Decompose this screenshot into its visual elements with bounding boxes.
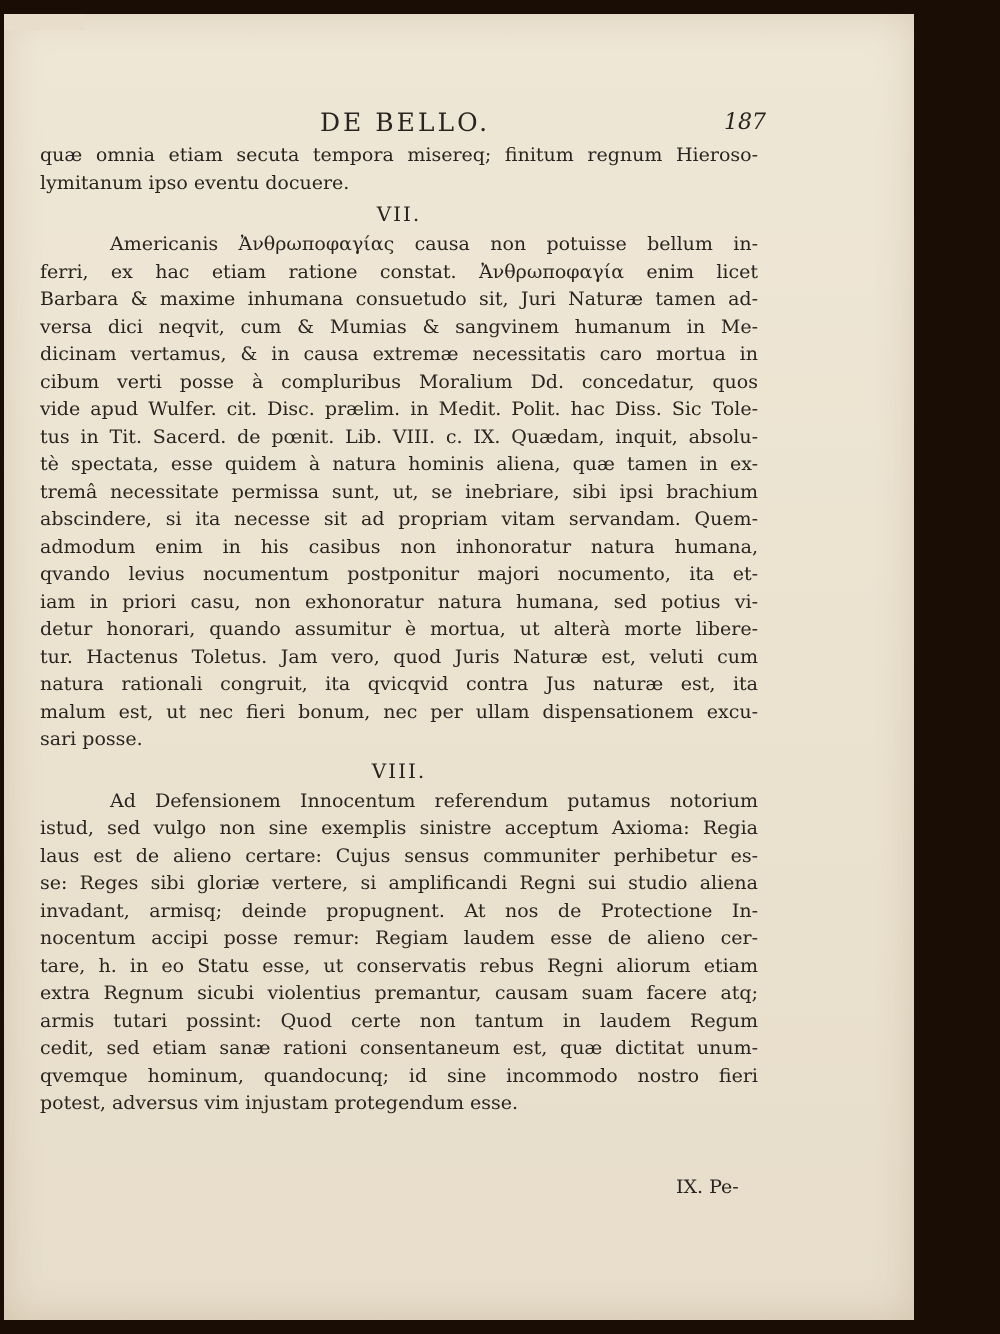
text-line: tremâ necessitate permissa sunt, ut, se inebriare, sibi ipsi brachium [40, 480, 758, 503]
text-line: quæ omnia etiam secuta tempora misereq; finitum regnum Hieroso- [40, 144, 758, 166]
text-line: se: Reges sibi gloriæ vertere, si amplificandi Regni sui studio aliena [40, 872, 758, 894]
text-line: lymitanum ipso eventu docuere. [40, 171, 350, 194]
catchword: IX. Pe- [676, 1176, 739, 1198]
section-heading: VII. [376, 202, 422, 226]
section-heading: VIII. [371, 758, 427, 783]
text-line: malum est, ut nec fieri bonum, nec per ullam dispensationem excu- [40, 700, 758, 723]
text-line: nocentum accipi posse remur: Regiam laudem esse de alieno cer- [40, 927, 758, 949]
text-line: tare, h. in eo Statu esse, ut conservatis rebus Regni aliorum etiam [40, 954, 758, 977]
text-line: dicinam vertamus, & in causa extremæ necessitatis caro mortua in [40, 343, 758, 365]
text-line: admodum enim in his casibus non inhonoratur natura humana, [40, 535, 758, 558]
body-text [40, 142, 758, 1118]
text-line: armis tutari possint: Quod certe non tantum in laudem Regum [40, 1009, 758, 1032]
text-line: vide apud Wulfer. cit. Disc. prælim. in Medit. Polit. hac Diss. Sic Tole- [40, 398, 758, 420]
text-line: invadant, armisq; deinde propugnent. At nos de Protectione In- [40, 899, 758, 922]
text-line: qvemque hominum, quandocunq; id sine incommodo nostro fieri [40, 1064, 758, 1087]
text-line: tur. Hactenus Toletus. Jam vero, quod Juris Naturæ est, veluti cum [40, 645, 758, 668]
text-line: natura rationali congruit, ita qvicqvid contra Jus naturæ est, ita [40, 673, 758, 695]
text-line: Ad Defensionem Innocentum referendum putamus notorium [110, 789, 758, 812]
text-line: istud, sed vulgo non sine exemplis sinistre acceptum Axioma: Regia [40, 817, 758, 839]
text-line: tè spectata, esse quidem à natura hominis aliena, quæ tamen in ex- [40, 453, 758, 475]
page-edge-tab [4, 14, 84, 30]
text-line: Americanis Ἀνθρωποφαγίας causa non potuisse bellum in- [110, 233, 758, 255]
text-line: detur honorari, quando assumitur è mortua, ut alterà morte libere- [40, 618, 758, 640]
running-head: DE BELLO. [320, 108, 491, 137]
text-line: potest, adversus vim injustam protegendum esse. [40, 1092, 519, 1114]
text-line: Barbara & maxime inhumana consuetudo sit, Juri Naturæ tamen ad- [40, 288, 758, 310]
text-line: abscindere, si ita necesse sit ad propriam vitam servandam. Quem- [40, 508, 758, 530]
text-line: laus est de alieno certare: Cujus sensus communiter perhibetur es- [40, 844, 758, 867]
text-line: tus in Tit. Sacerd. de pœnit. Lib. VIII. c. IX. Quædam, inquit, absolu- [40, 425, 758, 448]
text-line: extra Regnum sicubi violentius premantur, causam suam facere atq; [40, 982, 758, 1004]
text-line: versa dici neqvit, cum & Mumias & sangvinem humanum in Me- [40, 315, 758, 338]
page-number: 187 [724, 110, 766, 135]
text-line: cibum verti posse à compluribus Moralium Dd. concedatur, quos [40, 370, 758, 393]
text-line: sari posse. [40, 728, 143, 750]
text-line: qvando levius nocumentum postponitur majori nocumento, ita et- [40, 563, 758, 585]
text-line: cedit, sed etiam sanæ rationi consentaneum est, quæ dictitat unum- [40, 1037, 758, 1059]
text-line: ferri, ex hac etiam ratione constat. Ἀνθρωποφαγία enim licet [40, 260, 758, 283]
text-line: iam in priori casu, non exhonoratur natura humana, sed potius vi- [40, 590, 758, 613]
